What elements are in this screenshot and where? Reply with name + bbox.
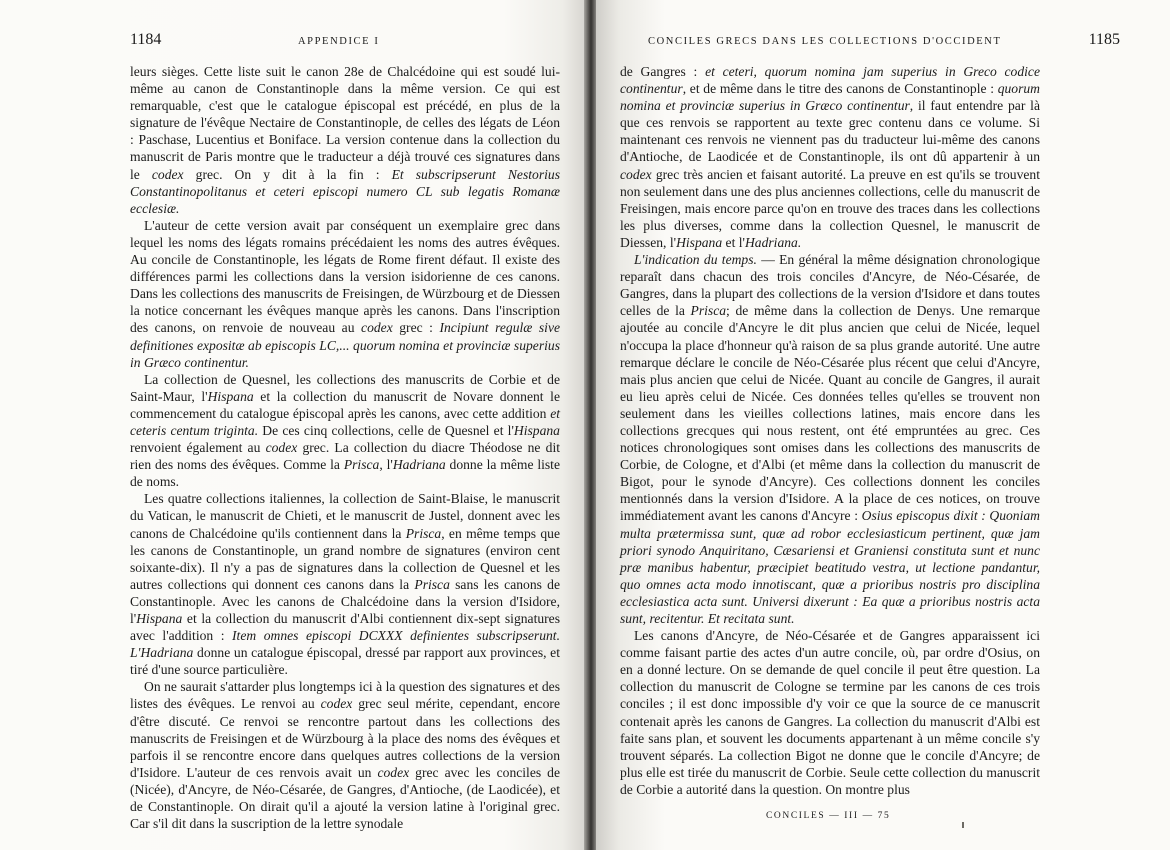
paragraph: La collection de Quesnel, les collections des manuscrits de Corbie et de Saint-Maur, l'Hispana et la collection du manuscrit de Novare donnent le commencement du catalogue épiscopal après les canons, avec cette addition et ceteris centum triginta. De ces cinq collections, celle de Quesnel et l'Hispana renvoient également au codex grec. La collection du diacre Théodose ne dit rien des noms des évêques. Comme la Prisca, l'Hadriana donne la même liste de noms. [130,371,560,490]
paragraph: Les quatre collections italiennes, la collection de Saint-Blaise, le manuscrit du Vatican, le manuscrit de Chieti, et le manuscrit de Justel, donnent avec les canons de Chalcédoine qu'ils contiennent dans la Prisca, en même temps que les canons de Constantinople, un grand nombre de signatures (environ cent soixante-dix). Il n'y a pas de signatures dans la collection de Quesnel et les autres collections qui donnent ces canons dans la Prisca sans les canons de Constantinople. Avec les canons de Chalcédoine dans la version d'Isidore, l'Hispana et la collection du manuscrit d'Albi contiennent dix-sept signatures avec l'addition : Item omnes episcopi DCXXX definientes subscripserunt. L'Hadriana donne un catalogue épiscopal, dressé par rapport aux provinces, et tiré d'une source particulière. [130,491,560,678]
running-title: APPENDICE I [298,36,380,47]
paragraph: L'auteur de cette version avait par conséquent un exemplaire grec dans lequel les noms des légats romains précédaient les noms des autres évêques. Au concile de Constantinople, les légats de Rome firent défaut. Il existe des différences parmi les collections dans la version isidorienne de ces canons. Dans les collections des manuscrits de Freisingen, de Würzbourg et de Diessen la notice concernant les évêques manque après les canons. Dans l'inscription des canons, on renvoie de nouveau au codex grec : Incipiunt regulæ sive definitiones expositæ ab episcopis LC,... quorum nomina et provinciæ superius in Græco continentur. [130,217,561,370]
page-number: 1185 [1088,31,1120,48]
paragraph: On ne saurait s'attarder plus longtemps ici à la question des signatures et des listes des évêques. Le renvoi au codex grec seul mérite, cependant, encore d'être discuté. Ce renvoi se rencontre partout dans les collections des manuscrits de Freisingen et de Würzbourg à la place des noms des évêques et parfois il se rencontre encore dans quelques autres collections de la version d'Isidore. L'auteur de ces renvois avait un codex grec avec les conciles de (Nicée), d'Ancyre, de Néo-Césarée, de Gangres, d'Antioche, (de Laodicée), et de Constantinople. On dirait qu'il a ajouté la version latine à l'original grec. Car s'il dit dans la suscription de la lettre synodale [130,679,560,832]
running-title: CONCILES GRECS DANS LES COLLECTIONS D'OCCIDENT [648,36,1002,47]
signature-mark: CONCILES — III — 75 [766,811,891,821]
paragraph: Les canons d'Ancyre, de Néo-Césarée et de Gangres apparaissent ici comme faisant partie des actes d'un autre concile, où, par ordre d'Osius, on en a donné lecture. On se demande de quel concile il peut être question. La collection du manuscrit de Cologne se termine par les canons de ces trois conciles ; il est donc impossible d'y voir ce que la source de ce manuscrit contenait après les canons de Gangres. La collection du manuscrit d'Albi est faite sans plan, et souvent les documents appartenant à un même concile s'y trouvent séparés. La collection Bigot ne donne que le concile d'Ancyre; de plus elle est tirée du manuscrit de Corbie. Seule cette collection du manuscrit de Corbie a autorité dans la question. On montre plus [620,628,1040,797]
left-page-text [130,63,560,832]
right-page-header [648,31,1120,56]
paragraph: L'indication du temps. — En général la même désignation chronologique reparaît dans chacun des trois conciles d'Ancyre, de Néo-Césarée, de Gangres, dans la plupart des collections de la version d'Isidore et dans toutes celles de la Prisca; de même dans la collection de Denys. Une remarque ajoutée au concile d'Ancyre le dit plus ancien que celui de Nicée, lequel n'occupa la place d'honneur qu'à raison de sa plus grande autorité. Une autre remarque déclare le concile de Néo-Césarée plus récent que celui d'Ancyre, mais plus ancien que celui de Nicée. Quant au concile de Gangres, il aurait eu lieu après celui de Nicée. Ces données telles qu'elles se trouvent non seulement dans les vieilles collections latines, mais encore dans les collections grecques qui nous restent, ont été empruntées au grec. Ces notices chronologiques sont omises dans les collections des manuscrits de Corbie, de Cologne, et d'Albi (et même dans la collection du manuscrit de Bigot, pour le synode d'Ancyre). Ces collections donnent les conciles mentionnés dans la version d'Isidore. A la place de ces notices, on trouve immédiatement avant les canons d'Ancyre : Osius episcopus dixit : Quoniam multa prætermissa sunt, quæ ad robor ecclesiasticum pertinent, quæ jam priori synodo Anquiritano, Cæsariensi et Graniensi constituta sunt et nunc præ manibus habentur, præcipiet beatitudo vestra, ut lectione pandantur, quo omnes acta modo innotiscant, quæ a prioribus nostris pro disciplina ecclesiastica acta sunt. Universi dixerunt : Ea quæ a prioribus nostris acta sunt, recitentur. Et recitata sunt. [620,252,1040,626]
right-page [596,0,1170,850]
paper-mark [962,822,964,828]
paragraph: leurs sièges. Cette liste suit le canon 28e de Chalcédoine qui est soudé lui-même au canon de Constantinople dans la même version. Ce qui est remarquable, c'est que le catalogue épiscopal est précédé, en plus de la signature de l'évêque Nectaire de Constantinople, de celles des légats de Léon : Paschase, Lucentius et Boniface. La version contenue dans la collection du manuscrit de Paris montre que le traducteur a déjà trouvé ces signatures dans le codex grec. On y dit à la fin : Et subscripserunt Nestorius Constantinopolitanus et ceteri episcopi numero CL sub legatis Romanæ ecclesiæ. [130,64,560,216]
page-number: 1184 [130,31,162,48]
paragraph: de Gangres : et ceteri, quorum nomina jam superius in Greco codice continentur, et de même dans le titre des canons de Constantinople : quorum nomina et provinciæ superius in Græco continentur, il faut entendre par là que ces renvois se rapportent au texte grec contenu dans ce volume. Si maintenant ces renvois ne viennent pas du traducteur lui-même des canons d'Antioche, de Laodicée et de Constantinople, ils ont dû appartenir à un codex grec très ancien et faisant autorité. La preuve en est qu'ils se trouvent non seulement dans une des plus anciennes collections, celle du manuscrit de Freisingen, mais encore parce qu'on en trouve des traces dans les collections les plus diverses, comme dans la collection Quesnel, le manuscrit de Diessen, l'Hispana et l'Hadriana. [620,64,1040,250]
left-page-header [130,31,566,56]
right-page-text [620,63,1040,798]
